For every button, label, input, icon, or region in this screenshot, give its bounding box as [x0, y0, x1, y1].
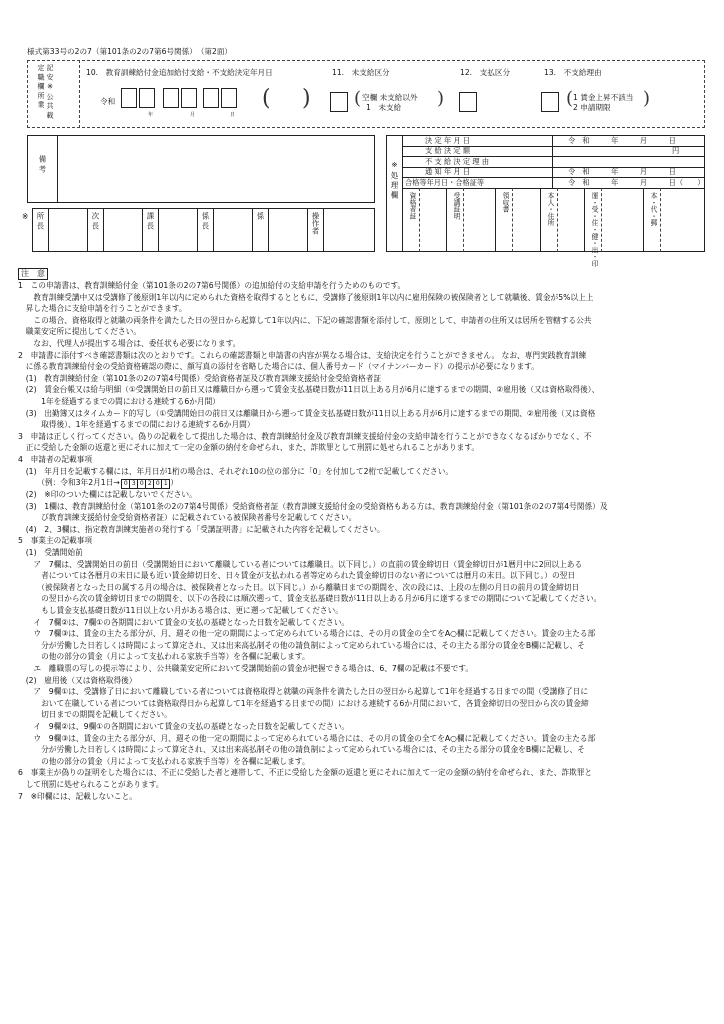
note-line: 分が労働した日若しくは時間によって算定され、又は出来高払制その他の請負制によって定められている場合には、その主たる部分の賃金をB欄に記載し、そ [18, 640, 585, 650]
f11-label: 11. 未支給区分 [332, 68, 390, 77]
note-line: (1) 受講開始前 [18, 548, 83, 558]
proc-row-value[interactable]: 令 和 年 月 日（ ） [568, 177, 705, 187]
f12-label: 12. 支払区分 [460, 68, 511, 77]
proc-col-label: 運・受・住・健・出・印 [590, 192, 598, 267]
note-line: この場合、資格取得と就職の両条件を満たした日の翌日から起算して1年以内に、下記の確認書類を添付して、原則として、申請者の住所又は居所を管轄する公共 [18, 315, 592, 325]
note-line: （被保険者となった日の属する月の場合は、被保険者となった日。以下同じ。）から離職日までの期間を、次の段には、上段の左側の月日の前月の賃金締切日 [18, 582, 580, 592]
note-line: おいて在職している者については資格取得日から起算して1年を経過する日までの間）における連続する6か月間において、各賃金締切日の翌日から次の賃金締 [18, 698, 589, 708]
note-line: 2 申請書に添付すべき確認書類は次のとおりです。これらの確認書類と申請書の内容が異なる場合は、支給決定を行うことができません。 なお、専門実践教育訓練 [18, 350, 587, 360]
proc-row-label: 決 定 年 月 日 [425, 135, 471, 145]
f13-opt2: 2 申請期限 [573, 103, 611, 112]
note-line: の他の部分の賃金（月によって支払われる家族手当等）を各欄に記載します。 [18, 652, 310, 662]
example-date-digit: 1 [161, 479, 170, 489]
f13-label: 13. 不支給理由 [544, 68, 602, 77]
stamp-cell-label: 係 [256, 212, 265, 220]
note-line: (1) 年月日を記載する欄には、年月日が1桁の場合は、それぞれ10の位の部分に「0」を付加して2桁で記載してください。 [18, 466, 454, 476]
proc-row-label: 支 給 決 定 額 [425, 146, 471, 155]
f13-checkbox[interactable] [541, 92, 559, 112]
proc-row-label: 通 知 年 月 日 [425, 167, 471, 176]
notes-title: 注 意 [18, 268, 48, 280]
year-digit-1[interactable] [121, 88, 137, 108]
day-label: 日 [230, 112, 236, 118]
example-date-digit: 0 [137, 479, 146, 489]
note-line: 5 事業主の記載事項 [18, 536, 93, 546]
note-line: ア 7欄は、受講開始日の前日（受講開始日において離職している者については離職日。以下同じ。）の直前の賃金締切日（賃金締切日が1暦月中に2回以上ある [18, 559, 583, 569]
note-line: ウ 7欄③は、賃金の主たる部分が、月、週その他一定の期間によって定められている場合には、その月の賃金の全てをA○欄に記載してください。賃金の主たる部 [18, 629, 596, 639]
f10-label: 10. 教育訓練給付金追加給付支給・不支給決定年月日 [86, 68, 273, 77]
note-line-text: （例：令和3年2月1日→ [18, 478, 123, 488]
remarks-box[interactable] [27, 135, 375, 203]
note-line: エ 離職票の写しの提示等により、公共職業安定所において受講開始前の賃金が把握できる場合は、6、7欄の記載は不要です。 [18, 664, 474, 673]
note-line: ウ 9欄③は、賃金の主たる部分が、月、週その他一定の期間によって定められている場合には、その月の賃金の全てをA○欄に記載してください。賃金の主たる部 [18, 733, 596, 743]
paren-close: ) [302, 86, 311, 111]
stamp-cell-label: 操作者 [311, 212, 320, 235]
note-line: 取得後）、1年を経過するまでの間における連続する6か月間） [18, 420, 255, 430]
note-line: 4 申請者の記載事項 [18, 454, 93, 464]
example-date-digit: 0 [121, 479, 130, 489]
stamp-star: ※ [22, 212, 29, 221]
note-line: もし賃金支払基礎日数が11日以上ない月がある場合は、更に遡って記載してください。 [18, 606, 343, 616]
year-digit-2[interactable] [139, 88, 155, 108]
note-line: (3) 1欄は、教育訓練給付金（第101条の2の7第4号関係）受給資格者証（教育訓練支援給付金の受給資格もある方は、教育訓練給付金（第101条の2の7第4号関係）及 [18, 501, 608, 511]
day-digit-1[interactable] [203, 88, 219, 108]
note-line: び教育訓練支援給付金受給資格者証）に記載されている被保険者番号を記載してください。 [18, 513, 357, 523]
note-line: (2) ※印のついた欄には記載しないでください。 [18, 490, 197, 500]
f11-checkbox[interactable] [330, 92, 348, 112]
remarks-label: 備 考 [38, 155, 47, 173]
era-label: 令和 [100, 97, 116, 106]
note-line: 職業安定所に提出してください。 [18, 327, 142, 337]
stamp-cell-label: 係 長 [201, 212, 210, 230]
month-digit-2[interactable] [181, 88, 197, 108]
example-date-digit: 3 [129, 479, 138, 489]
note-line: なお、代理人が提出する場合は、委任状も必要になります。 [18, 338, 241, 348]
stamp-cell-label: 次 長 [91, 212, 100, 230]
stamp-label: 記 安 ※ 公 共 載 定 職 欄 所 業 [37, 64, 54, 119]
f13-opt1: 1 賃金上昇不該当 [573, 93, 634, 102]
example-date-boxes [122, 478, 170, 487]
proc-col-label: 資格者証 [408, 192, 416, 220]
note-line: の翌日から次の賃金締切日までの期間を、以下の各段には順次遡って、賃金支払基礎日数が11日以上ある月が6月に達するまでの期間について記載してください。 [18, 594, 602, 604]
proc-row-value[interactable]: 円 [672, 146, 680, 155]
notes-body [18, 280, 708, 802]
note-line: ア 9欄①は、受講修了日において離職している者については資格取得と就職の両条件を満たした日の翌日から起算して1年を経過する日までの間（受講修了日に [18, 687, 589, 697]
example-date-digit: 2 [145, 479, 154, 489]
note-line: 切日までの期間を記載してください。 [18, 710, 172, 720]
proc-row-value[interactable]: 令 和 年 月 日 [568, 167, 676, 176]
note-line: して刑罰に処せられることがあります。 [18, 779, 164, 789]
note-line: 6 事業主が偽りの証明をした場合には、不正に受給した者と連帯して、不正に受給した金額の返還と更にそれに加えて一定の金額の納付を命ぜられ、また、詐欺罪と [18, 768, 593, 778]
proc-row-label: 不 支 給 決 定 理 由 [425, 156, 490, 166]
note-line: (2) 賃金台帳又は給与明細（①受講開始日の前日又は離職日から遡って賃金支払基礎日数が11日以上ある月が6月に達するまでの期間、②雇用後（又は資格取得後）、 [18, 385, 600, 395]
day-digit-2[interactable] [221, 88, 237, 108]
stamp-cell-label: 所 長 [36, 212, 45, 230]
paren-open: ( [262, 86, 271, 111]
note-line-text: ） [170, 478, 178, 488]
year-label: 年 [148, 112, 154, 118]
note-line: に係る教育訓練給付金の受給資格確認の際に、顔写真の添付を省略した場合には、個人番号カード（マイナンバーカード）の提示が必要になります。 [18, 362, 539, 372]
proc-row-value[interactable]: 令 和 年 月 日 [568, 135, 676, 145]
month-label: 月 [190, 112, 196, 118]
note-line: 正に受給した金額の返還と更にそれに加えて一定の金額の納付を命ぜられ、また、詐欺罪として刑罰に処せられることがあります。 [18, 443, 480, 453]
proc-row-label: 合格等年月日・合格証等 [405, 177, 485, 187]
proc-col-label: 本・代・郵 [649, 192, 657, 226]
note-line: 1 この申請書は、教育訓練給付金（第101条の2の7第6号関係）の追加給付の支給申請を行うためのものです。 [18, 281, 406, 290]
note-line: (3) 出勤簿又はタイムカード的写し（①受講開始日の前日又は離職日から遡って賃金支払基礎日数が11日以上ある月が6月に達するまでの期間、②雇用後（又は資格 [18, 408, 596, 418]
note-line: (1) 教育訓練給付金（第101条の2の7第4号関係）受給資格者証及び教育訓練支援給付金受給資格者証 [18, 373, 382, 383]
note-line: イ 9欄②は、9欄①の各期間において賃金の支払の基礎となった日数を記載してください。 [18, 721, 350, 731]
stamp-cell-label: 課 長 [146, 212, 155, 230]
proc-col-label: 領収書 [501, 192, 509, 213]
note-line [18, 477, 708, 489]
note-line: (4) 2、3欄は、指定教育訓練実施者の発行する「受講証明書」に記載された内容を記載してください。 [18, 524, 385, 534]
note-line: 教育訓練受講中又は受講修了後原則1年以内に定められた資格を取得するとともに、受講修了後原則1年以内に雇用保険の被保険者として就職後、賃金が5%以上上 [18, 292, 594, 302]
note-line: 3 申請は正しく行ってください。偽りの記載をして提出した場合は、教育訓練給付金及び教育訓練支援給付金の支給申請を行うことができなくなるばかりでなく、不 [18, 431, 592, 441]
note-line: 1年を経過するまでの間における連続する6か月間） [18, 396, 220, 406]
processing-label: ※ 処 理 欄 [390, 160, 399, 199]
note-line: 昇した場合に支給申請を行うことができます。 [18, 304, 187, 314]
proc-col-label: 本人・住所 [546, 192, 554, 226]
note-line: 7 ※印欄には、記載しないこと。 [18, 791, 137, 801]
note-line: の他の部分の賃金（月によって支払われる家族手当等）を各欄に記載します。 [18, 756, 310, 766]
note-line: 分が労働した日若しくは時間によって算定され、又は出来高払制その他の請負制によって定められている場合には、その主たる部分の賃金をB欄に記載し、そ [18, 745, 585, 755]
proc-col-label: 受講証明 [452, 192, 460, 220]
note-line: 者については各暦月の末日に最も近い賃金締切日を、日々賃金が支払われる者等定められた賃金締切日のない者については暦月の末日。以下同じ。）の翌日 [18, 571, 576, 581]
note-line: (2) 雇用後（又は資格取得後） [18, 675, 137, 685]
f12-checkbox[interactable] [459, 92, 477, 112]
f11-opt2: 1 未支給 [366, 103, 402, 112]
month-digit-1[interactable] [163, 88, 179, 108]
note-line: イ 7欄②は、7欄①の各期間において賃金の支払の基礎となった日数を記載してください。 [18, 617, 350, 627]
f11-opt1: 空欄 未支給以外 [362, 93, 418, 102]
example-date-digit: 0 [153, 479, 162, 489]
form-id: 様式第33号の2の7（第101条の2の7第6号関係） （第2面） [27, 47, 233, 56]
